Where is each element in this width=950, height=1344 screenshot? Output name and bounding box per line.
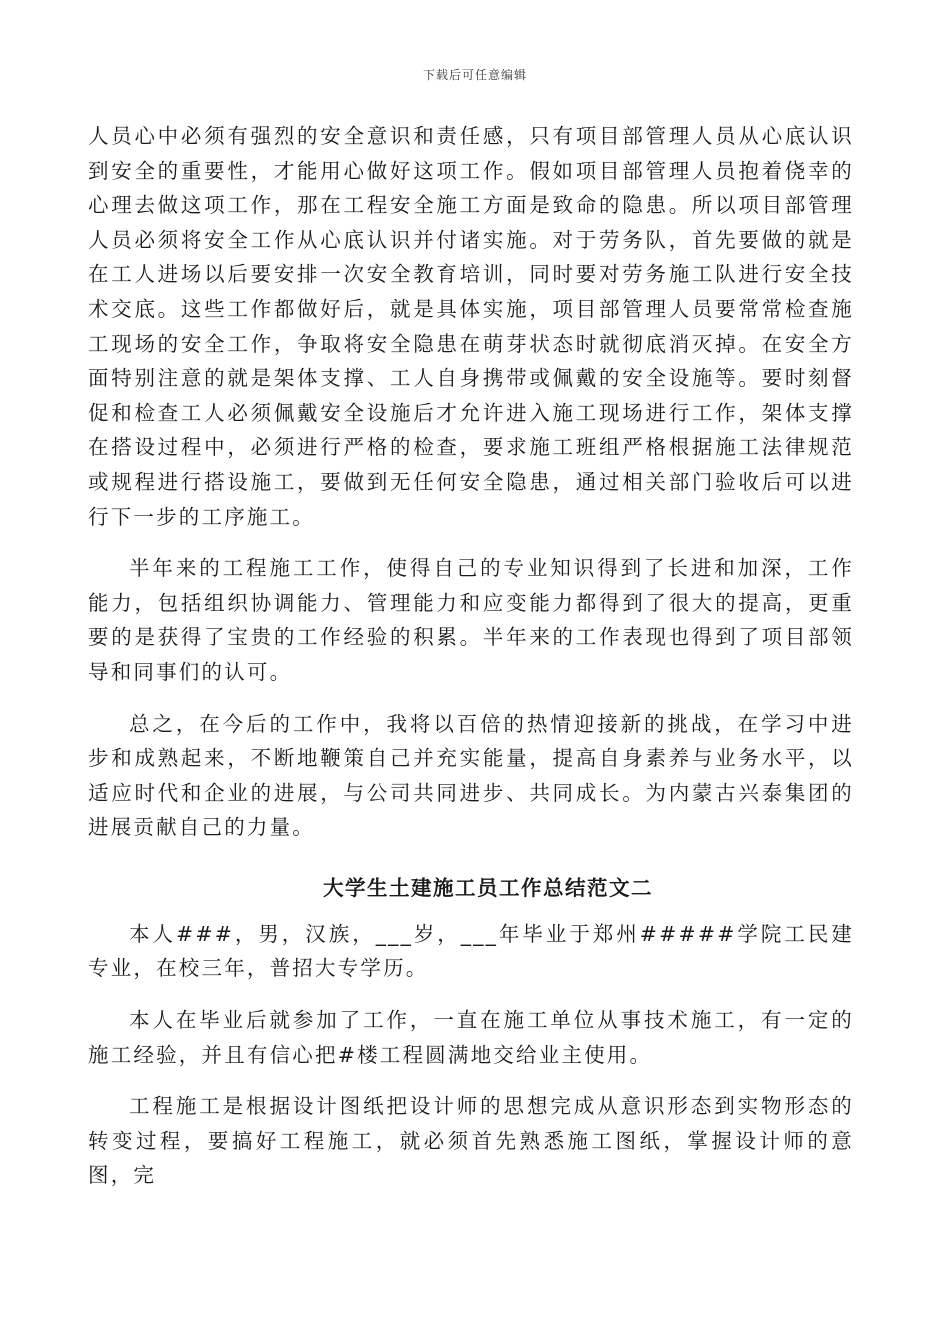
paragraph-experience: 本人在毕业后就参加了工作，一直在施工单位从事技术施工，有一定的施工经验，并且有信心把#楼工程圆满地交给业主使用。 [88, 1008, 854, 1067]
paragraph-construction: 工程施工是根据设计图纸把设计师的思想完成从意识形态到实物形态的转变过程，要搞好工程施工，就必须首先熟悉施工图纸，掌握设计师的意图，完 [88, 1094, 854, 1188]
paragraph-safety: 人员心中必须有强烈的安全意识和责任感，只有项目部管理人员从心底认识到安全的重要性，才能用心做好这项工作。假如项目部管理人员抱着侥幸的心理去做这项工作，那在工程安全施工方面是致命的隐患。所以项目部管理人员必须将安全工作从心底认识并付诸实施。对于劳务队，首先要做的就是在工人进场以后要安排一次安全教育培训，同时要对劳务施工队进行安全技术交底。这些工作都做好后，就是具体实施，项目部管理人员要常常检查施工现场的安全工作，争取将安全隐患在萌芽状态时就彻底消灭掉。在安全方面特别注意的就是架体支撑、工人自身携带或佩戴的安全设施等。要时刻督促和检查工人必须佩戴安全设施后才允许进入施工现场进行工作，架体支撑在搭设过程中，必须进行严格的检查，要求施工班组严格根据施工法律规范或规程进行搭设施工，要做到无任何安全隐患，通过相关部门验收后可以进行下一步的工序施工。 [88, 124, 854, 529]
paragraph-conclusion: 总之，在今后的工作中，我将以百倍的热情迎接新的挑战，在学习中进步和成熟起来，不断地鞭策自己并充实能量，提高自身素养与业务水平，以适应时代和企业的进展，与公司共同进步、共同成长。为内蒙古兴泰集团的进展贡献自己的力量。 [88, 711, 854, 840]
paragraph-self-intro: 本人###，男，汉族，___岁，___年毕业于郑州#####学院工民建专业，在校三年，普招大专学历。 [88, 921, 854, 981]
section-title: 大学生土建施工员工作总结范文二 [323, 875, 653, 900]
document-body [88, 119, 854, 1193]
header-note: 下载后可任意编辑 [422, 68, 527, 82]
paragraph-half-year: 半年来的工程施工工作，使得自己的专业知识得到了长进和加深，工作能力，包括组织协调能力、管理能力和应变能力都得到了很大的提高，更重要的是获得了宝贵的工作经验的积累。半年来的工作表现也得到了项目部领导和同事们的认可。 [88, 556, 854, 684]
